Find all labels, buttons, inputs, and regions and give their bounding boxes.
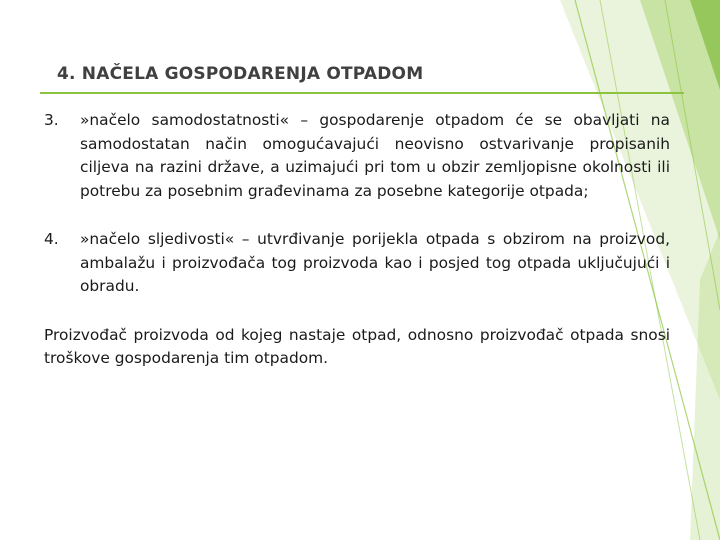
- body-paragraph: Proizvođač proizvoda od kojeg nastaje otpad, odnosno proizvođač otpada snosi troškove gospodarenja tim otpadom.: [44, 325, 670, 367]
- slide-body: [44, 109, 670, 386]
- list-item: [44, 109, 670, 203]
- list-item-number: 3.: [44, 111, 59, 129]
- list-item-number: 4.: [44, 230, 59, 248]
- slide-title: 4. NAČELA GOSPODARENJA OTPADOM: [57, 64, 424, 84]
- list-item-text: »načelo samodostatnosti« – gospodarenje otpadom će se obavljati na samodostatan način omogućavajući neovisno ostvarivanje propisanih ciljeva na razini države, a uzimajući pri tom u obzir zemljopisne okolnosti ili potrebu za posebnim građevinama za posebne kategorije otpada;: [80, 111, 670, 200]
- list-item-text: »načelo sljedivosti« – utvrđivanje porijekla otpada s obzirom na proizvod, ambalažu i proizvođača tog proizvoda kao i posjed tog otpada uključujući i obradu.: [80, 230, 670, 295]
- list-item: [44, 228, 670, 299]
- title-underline: [40, 92, 684, 94]
